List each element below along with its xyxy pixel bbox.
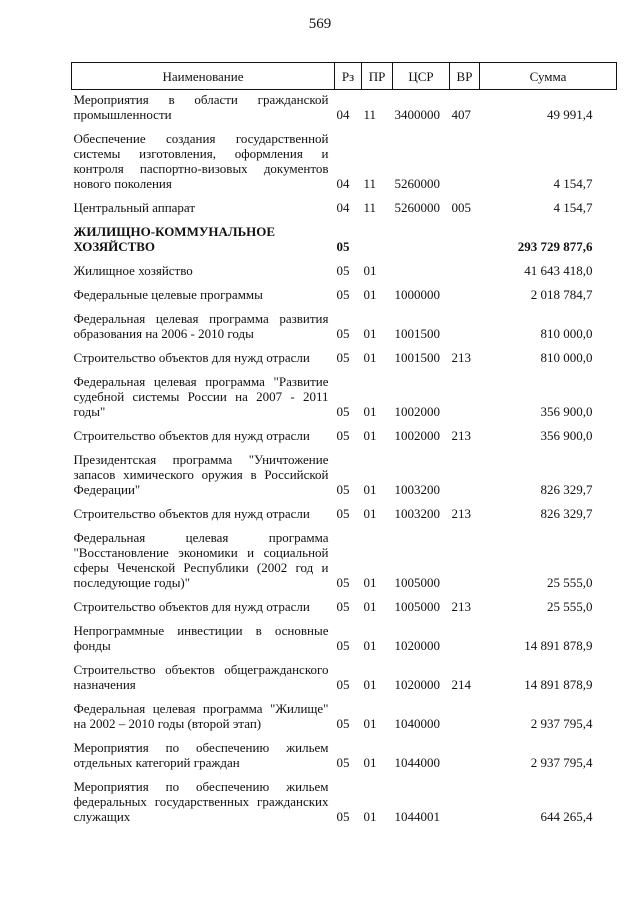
cell-pr: 11 <box>363 176 377 191</box>
cell-rz: 04 <box>336 176 350 191</box>
cell-vr <box>450 740 480 779</box>
cell-vr <box>450 224 480 263</box>
cell-sum: 2 018 784,7 <box>530 287 593 302</box>
cell-name: Федеральная целевая программа "Жилище" на 2002 – 2010 годы (второй этап) <box>73 701 329 731</box>
table-row <box>72 701 617 740</box>
cell-rz: 04 <box>336 200 350 215</box>
table-row <box>72 740 617 779</box>
table-row <box>72 599 617 623</box>
budget-table <box>71 62 617 833</box>
cell-pr <box>362 224 393 263</box>
cell-rz: 05 <box>336 506 350 521</box>
cell-sum: 49 991,4 <box>547 107 593 122</box>
table-row <box>72 623 617 662</box>
table-header-row <box>72 63 617 90</box>
cell-sum: 810 000,0 <box>540 350 593 365</box>
cell-pr: 01 <box>363 755 377 770</box>
cell-pr: 11 <box>363 200 377 215</box>
cell-csr: 3400000 <box>394 107 440 122</box>
cell-rz: 05 <box>336 638 350 653</box>
cell-sum: 4 154,7 <box>553 200 593 215</box>
cell-name: Федеральные целевые программы <box>73 287 263 302</box>
cell-sum: 2 937 795,4 <box>530 755 593 770</box>
cell-csr: 1001500 <box>394 326 440 341</box>
cell-name: Обеспечение создания государственной системы изготовления, оформления и контроля паспортно-визовых документов нового поколения <box>73 131 329 191</box>
table-row <box>72 452 617 506</box>
table-row <box>72 263 617 287</box>
cell-name: Федеральная целевая программа "Восстановление экономики и социальной сферы Чеченской Республики (2002 год и последующие годы)" <box>73 530 329 590</box>
cell-pr: 01 <box>363 404 377 419</box>
cell-csr: 5260000 <box>394 200 440 215</box>
cell-sum: 810 000,0 <box>540 326 593 341</box>
cell-csr: 1044001 <box>394 809 440 824</box>
cell-rz: 05 <box>336 677 350 692</box>
table-row <box>72 224 617 263</box>
table-row <box>72 662 617 701</box>
cell-csr: 1044000 <box>394 755 440 770</box>
cell-vr <box>450 452 480 506</box>
cell-sum: 4 154,7 <box>553 176 593 191</box>
cell-name: Непрограммные инвестиции в основные фонды <box>73 623 329 653</box>
cell-vr: 213 <box>451 599 471 614</box>
cell-vr <box>450 623 480 662</box>
cell-pr: 01 <box>363 506 377 521</box>
cell-sum: 25 555,0 <box>547 575 593 590</box>
cell-pr: 01 <box>363 482 377 497</box>
cell-csr: 1003200 <box>394 482 440 497</box>
cell-vr <box>450 131 480 200</box>
cell-pr: 01 <box>363 287 377 302</box>
cell-pr: 11 <box>363 107 377 122</box>
cell-pr: 01 <box>363 350 377 365</box>
cell-name: Центральный аппарат <box>73 200 196 215</box>
cell-vr <box>450 263 480 287</box>
cell-rz: 05 <box>336 350 350 365</box>
table-row <box>72 428 617 452</box>
header-name: Наименование <box>72 63 335 90</box>
cell-sum: 25 555,0 <box>547 599 593 614</box>
cell-csr: 5260000 <box>394 176 440 191</box>
table-row <box>72 90 617 132</box>
cell-name: Строительство объектов для нужд отрасли <box>73 350 310 365</box>
cell-vr <box>450 287 480 311</box>
cell-name: Строительство объектов общегражданского назначения <box>73 662 329 692</box>
cell-pr: 01 <box>363 677 377 692</box>
cell-rz: 05 <box>336 263 350 278</box>
cell-csr: 1005000 <box>394 575 440 590</box>
table-row <box>72 287 617 311</box>
cell-rz: 05 <box>336 239 350 254</box>
cell-vr <box>450 530 480 599</box>
cell-pr: 01 <box>363 575 377 590</box>
cell-vr <box>450 701 480 740</box>
cell-csr: 1005000 <box>394 599 440 614</box>
table-row <box>72 200 617 224</box>
cell-vr <box>450 779 480 833</box>
cell-rz: 04 <box>336 107 350 122</box>
cell-csr: 1002000 <box>394 404 440 419</box>
header-sum: Сумма <box>480 63 617 90</box>
cell-vr: 213 <box>451 428 471 443</box>
cell-csr: 1002000 <box>394 428 440 443</box>
cell-vr <box>450 311 480 350</box>
cell-name: Жилищное хозяйство <box>73 263 193 278</box>
cell-name: Федеральная целевая программа развития образования на 2006 - 2010 годы <box>73 311 329 341</box>
cell-pr: 01 <box>363 716 377 731</box>
header-vr: ВР <box>450 63 480 90</box>
cell-name: Строительство объектов для нужд отрасли <box>73 428 310 443</box>
cell-name: Федеральная целевая программа "Развитие судебной системы России на 2007 - 2011 годы" <box>73 374 329 419</box>
page-number: 569 <box>308 16 332 32</box>
cell-csr: 1020000 <box>394 638 440 653</box>
cell-sum: 826 329,7 <box>540 506 593 521</box>
cell-sum: 356 900,0 <box>540 404 593 419</box>
cell-rz: 05 <box>336 809 350 824</box>
cell-pr: 01 <box>363 428 377 443</box>
cell-csr: 1000000 <box>394 287 440 302</box>
cell-csr: 1040000 <box>394 716 440 731</box>
cell-pr: 01 <box>363 599 377 614</box>
cell-sum: 14 891 878,9 <box>524 677 593 692</box>
cell-csr <box>393 263 450 287</box>
cell-csr: 1001500 <box>394 350 440 365</box>
cell-name: Мероприятия по обеспечению жильем федеральных государственных гражданских служащих <box>73 779 329 824</box>
cell-name: Строительство объектов для нужд отрасли <box>73 506 310 521</box>
cell-vr: 005 <box>451 200 471 215</box>
cell-name: Президентская программа "Уничтожение запасов химического оружия в Российской Федерации" <box>73 452 329 497</box>
cell-pr: 01 <box>363 326 377 341</box>
cell-vr: 213 <box>451 350 471 365</box>
table-row <box>72 311 617 350</box>
cell-rz: 05 <box>336 575 350 590</box>
cell-rz: 05 <box>336 755 350 770</box>
cell-rz: 05 <box>336 482 350 497</box>
cell-name: Строительство объектов для нужд отрасли <box>73 599 310 614</box>
header-pr: ПР <box>362 63 393 90</box>
cell-sum: 41 643 418,0 <box>524 263 593 278</box>
cell-rz: 05 <box>336 404 350 419</box>
cell-pr: 01 <box>363 263 377 278</box>
cell-csr: 1020000 <box>394 677 440 692</box>
cell-sum: 826 329,7 <box>540 482 593 497</box>
cell-vr <box>450 374 480 428</box>
cell-vr: 214 <box>451 677 471 692</box>
cell-pr: 01 <box>363 638 377 653</box>
cell-sum: 293 729 877,6 <box>517 239 593 254</box>
cell-sum: 14 891 878,9 <box>524 638 593 653</box>
table-row <box>72 350 617 374</box>
cell-name: ЖИЛИЩНО-КОММУНАЛЬНОЕ ХОЗЯЙСТВО <box>73 224 276 254</box>
table-row <box>72 131 617 200</box>
cell-rz: 05 <box>336 428 350 443</box>
cell-name: Мероприятия в области гражданской промышленности <box>73 92 329 122</box>
cell-name: Мероприятия по обеспечению жильем отдельных категорий граждан <box>73 740 329 770</box>
cell-sum: 2 937 795,4 <box>530 716 593 731</box>
cell-pr: 01 <box>363 809 377 824</box>
header-rz: Рз <box>335 63 362 90</box>
header-csr: ЦСР <box>393 63 450 90</box>
cell-rz: 05 <box>336 326 350 341</box>
cell-rz: 05 <box>336 287 350 302</box>
cell-sum: 644 265,4 <box>540 809 593 824</box>
table-row <box>72 506 617 530</box>
table-row <box>72 374 617 428</box>
cell-csr: 1003200 <box>394 506 440 521</box>
cell-csr <box>393 224 450 263</box>
table-row <box>72 530 617 599</box>
cell-vr: 407 <box>451 107 471 122</box>
cell-rz: 05 <box>336 716 350 731</box>
cell-sum: 356 900,0 <box>540 428 593 443</box>
cell-vr: 213 <box>451 506 471 521</box>
table-row <box>72 779 617 833</box>
cell-rz: 05 <box>336 599 350 614</box>
